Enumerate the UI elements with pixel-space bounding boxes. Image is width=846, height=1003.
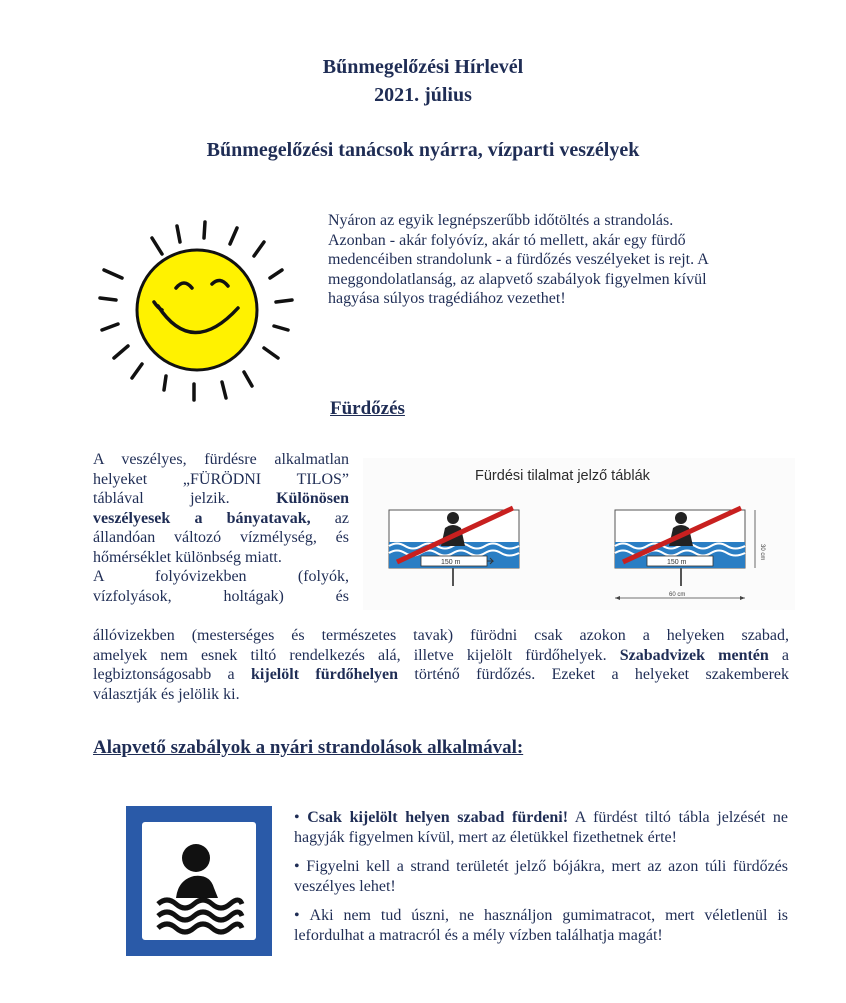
svg-text:150 m: 150 m [667, 559, 687, 566]
text-line: vízfolyások, holtágak) és [93, 587, 349, 605]
rules-list [294, 808, 788, 955]
svg-text:30 cm: 30 cm [759, 544, 765, 561]
list-item: • Aki nem tud úszni, ne használjon gumimatracot, mert véletlenül is lefordulhat a matracról és a mély vízben találhatja magát! [294, 907, 788, 944]
furdozes-wide-text [93, 626, 789, 704]
smiling-sun-icon [92, 218, 322, 414]
intro-line: medencéiben strandolunk - a fürdőzés veszélyeket is rejt. A [328, 251, 709, 268]
text-line: A folyóvizekben (folyók, [93, 568, 349, 585]
intro-line: Azonban - akár folyóvíz, akár tó mellett, akár egy fürdő [328, 231, 686, 249]
text-line: választják és jelölik ki. [93, 685, 240, 703]
page-subtitle: Bűnmegelőzési tanácsok nyárra, vízparti veszélyek [206, 139, 640, 161]
signs-caption: Fürdési tilalmat jelző táblák [475, 468, 650, 484]
section-heading-furdozes: Fürdőzés [330, 398, 405, 419]
intro-paragraph [328, 211, 768, 309]
svg-text:150 m: 150 m [441, 559, 461, 566]
text-line: helyeket „FÜRÖDNI TILOS” [93, 470, 349, 488]
text-line: amelyek nem esnek tiltó rendelkezés alá, illetve kijelölt fürdőhelyek. Szabadvizek mentén a [93, 646, 790, 664]
swimming-area-sign-icon [126, 806, 272, 956]
intro-line: Nyáron az egyik legnépszerűbb időtöltés a strandolás. [328, 212, 674, 229]
text-line: legbiztonságosabb a kijelölt fürdőhelyen történő fürdőzés. Ezeket a helyeket szakemberek [93, 666, 789, 683]
newsletter-date: 2021. július [374, 84, 472, 106]
no-swimming-signs-figure [363, 458, 795, 610]
no-swimming-sign-icon-2 [615, 508, 765, 600]
text-line: táblával jelzik. Különösen [93, 490, 349, 507]
svg-text:60 cm: 60 cm [669, 592, 686, 598]
no-swimming-sign-icon [389, 508, 519, 586]
text-line: állandóan változó vízmélység, és [93, 529, 349, 546]
furdozes-narrow-text [93, 450, 349, 606]
text-line: állóvizekben (mesterséges és természetes tavak) fürödni csak azokon a helyeken szabad, [93, 627, 789, 644]
list-item: • Figyelni kell a strand területét jelző bójákra, mert az azon túli fürdőzés veszélyes lehet! [294, 858, 788, 895]
intro-line: meggondolatlanság, az alapvető szabályok figyelmen kívül [328, 270, 707, 288]
intro-line: hagyása súlyos tragédiához vezethet! [328, 290, 566, 307]
section-heading-rules: Alapvető szabályok a nyári strandolások alkalmával: [93, 737, 524, 758]
text-line: veszélyesek a bányatavak, az [93, 509, 349, 527]
text-line: A veszélyes, fürdésre alkalmatlan [93, 451, 349, 468]
list-item: • Csak kijelölt helyen szabad fürdeni! A fürdést tiltó tábla jelzését ne hagyják figyelmen kívül, mert az életükkel fizethetnek érte! [294, 809, 788, 846]
newsletter-title: Bűnmegelőzési Hírlevél [322, 56, 524, 78]
text-line: hőmérséklet különbség miatt. [93, 548, 282, 566]
